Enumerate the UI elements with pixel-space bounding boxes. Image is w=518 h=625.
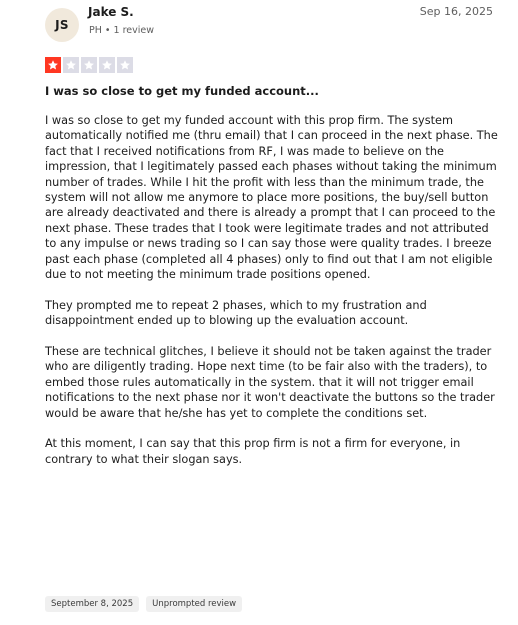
unprompted-review-tag[interactable]: Unprompted review — [146, 596, 242, 612]
star-icon — [99, 57, 115, 73]
review-paragraph: I was so close to get my funded account with this prop firm. The system automatically notified me (thru email) that I can proceed in the next phase. The fact that I received notifications from RF, I was made to believe on the impression, that I legitimately passed each phases without taking the minimum number of trades. While I hit the profit with less than the minimum trade, the system will not allow me anymore to place more positions, the buy/sell button are already deactivated and there is already a prompt that I can proceed to the next phase. These trades that I took were legitimate trades and not attributed to any impulse or news trading so I can say those were quality trades. I breeze past each phase (completed all 4 phases) only to find out that I am not eligible due to not meeting the minimum trade positions opened. — [45, 114, 498, 282]
review-tags — [45, 596, 242, 612]
review-paragraph: These are technical glitches, I believe it should not be taken against the trader who are diligently trading. Hope next time (to be fair also with the traders), to embed those rules automatically in the system. that it will not trigger email notifications to the next phase nor it won't deactivate the buttons so the trader would be aware that he/she has yet to complete the conditions set. — [45, 345, 495, 420]
star-icon — [81, 57, 97, 73]
review-title[interactable]: I was so close to get my funded account... — [45, 84, 319, 98]
star-icon — [63, 57, 79, 73]
reviewer-meta: PH • 1 review — [89, 25, 154, 36]
review-date: Sep 16, 2025 — [419, 5, 493, 18]
star-rating — [45, 57, 133, 73]
reviewer-name[interactable]: Jake S. — [88, 5, 134, 19]
review-body — [45, 113, 500, 483]
avatar-initials: JS — [55, 18, 69, 32]
review-paragraph: At this moment, I can say that this prop firm is not a firm for everyone, in contrary to what their slogan says. — [45, 437, 461, 466]
avatar[interactable] — [45, 8, 79, 42]
star-icon — [45, 57, 61, 73]
review-paragraph: They prompted me to repeat 2 phases, which to my frustration and disappointment ended up to blowing up the evaluation account. — [45, 298, 427, 328]
star-icon — [117, 57, 133, 73]
experience-date-tag: September 8, 2025 — [45, 596, 139, 612]
